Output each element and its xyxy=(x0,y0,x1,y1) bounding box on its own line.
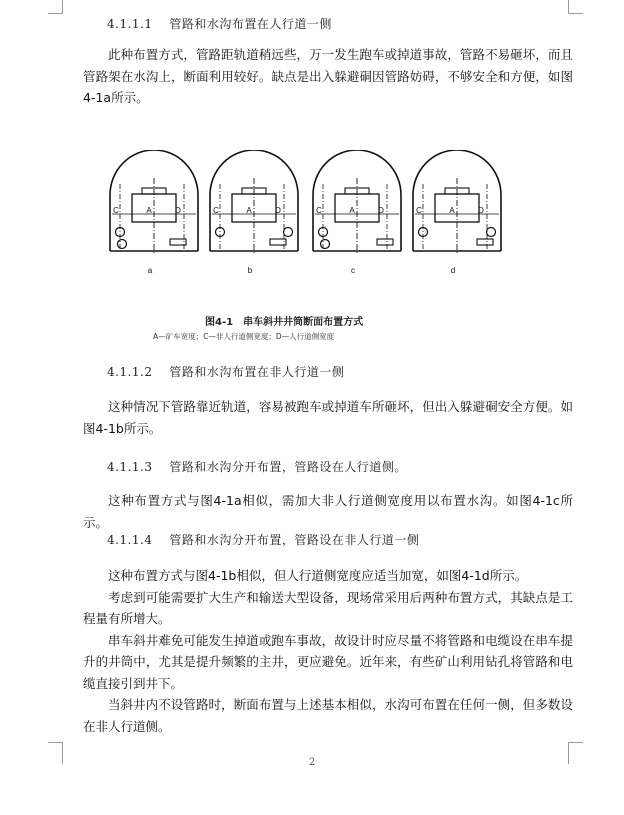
drain-channel xyxy=(477,239,493,245)
crop-mark-top-left xyxy=(62,0,63,13)
dimension-label-a: A xyxy=(246,206,252,215)
section-title: 管路和水沟分开布置，管路设在人行道侧。 xyxy=(169,460,407,474)
paragraph-text: 串车斜井难免可能发生掉道或跑车事故，故设计时应尽量不将管路和电缆设在串车提升的井筒中，尤其是提升频繁的主井，更应避免。近年来，有些矿山利用钻孔将管路和电缆直接引到井下。 xyxy=(83,632,573,691)
dimension-label-c: C xyxy=(316,206,322,215)
page-number: 2 xyxy=(308,757,316,768)
dimension-label-a: A xyxy=(349,206,355,215)
paragraph-2 xyxy=(83,396,573,439)
section-heading-3 xyxy=(107,458,407,475)
dimension-label-c: C xyxy=(113,206,119,215)
paragraph-text: 考虑到可能需要扩大生产和输送大型设备，现场常采用后两种布置方式，其缺点是工程量有所增大。 xyxy=(83,589,573,626)
crop-mark-bottom-right-h xyxy=(568,742,583,743)
cross-section-figure xyxy=(100,150,530,295)
paragraph-1 xyxy=(83,44,573,109)
paragraph-3 xyxy=(83,490,573,533)
pipe-circle xyxy=(321,240,330,249)
section-number: 4.1.1.2 xyxy=(107,365,153,379)
figure-caption: 图4-1 串车斜井井筒断面布置方式 xyxy=(205,317,364,328)
paragraph-4-to-7 xyxy=(83,565,573,737)
paragraph-text: 当斜井内不设管路时，断面布置与上述基本相似，水沟可布置在任何一侧，但多数设在非人行道侧。 xyxy=(83,697,573,734)
pipe-circle xyxy=(487,228,496,237)
panel-label: c xyxy=(351,266,355,275)
panel-label: d xyxy=(450,266,456,275)
paragraph-text: 这种情况下管路靠近轨道，容易被跑车或掉道车所砸坏，但出入躲避硐安全方便。如图4-1b所示。 xyxy=(83,399,573,436)
panel-label: a xyxy=(147,266,153,275)
dimension-label-d: D xyxy=(378,206,384,215)
dimension-label-d: D xyxy=(478,206,484,215)
section-number: 4.1.1.4 xyxy=(107,533,153,547)
dimension-label-c: C xyxy=(416,206,422,215)
section-title: 管路和水沟布置在非人行道一侧 xyxy=(169,365,345,379)
crop-mark-top-right-h xyxy=(568,13,583,14)
paragraph-text: 这种布置方式与图4-1a相似，需加大非人行道侧宽度用以布置水沟。如图4-1c所示。 xyxy=(83,493,573,530)
pipe-circle xyxy=(118,240,127,249)
section-number: 4.1.1.3 xyxy=(107,460,153,474)
crop-mark-top-right xyxy=(568,0,569,13)
drain-channel xyxy=(377,239,393,245)
dimension-label-c: C xyxy=(213,206,219,215)
section-heading-4 xyxy=(107,531,419,548)
paragraph-text: 这种布置方式与图4-1b相似，但人行道侧宽度应适当加宽，如图4-1d所示。 xyxy=(108,568,528,583)
pipe-circle xyxy=(284,228,293,237)
figure-note: A—矿车宽度；C—非人行道侧宽度；D—人行道侧宽度 xyxy=(153,332,335,341)
panel-label: b xyxy=(247,266,253,275)
dimension-label-a: A xyxy=(146,206,152,215)
section-heading-2 xyxy=(107,363,344,380)
section-heading-1 xyxy=(107,15,332,32)
section-title: 管路和水沟分开布置，管路设在非人行道一侧 xyxy=(169,533,420,547)
section-number: 4.1.1.1 xyxy=(107,17,153,31)
dimension-label-d: D xyxy=(175,206,181,215)
dimension-label-a: A xyxy=(449,206,455,215)
dimension-label-d: D xyxy=(275,206,281,215)
crop-mark-bottom-left-h xyxy=(48,742,63,743)
paragraph-text: 此种布置方式，管路距轨道稍远些，万一发生跑车或掉道事故，管路不易砸坏，而且管路架在水沟上，断面利用较好。缺点是出入躲避硐因管路妨碍，不够安全和方便，如图4-1a所示。 xyxy=(83,47,573,105)
section-title: 管路和水沟布置在人行道一侧 xyxy=(169,17,332,31)
crop-mark-top-left-h xyxy=(48,13,63,14)
